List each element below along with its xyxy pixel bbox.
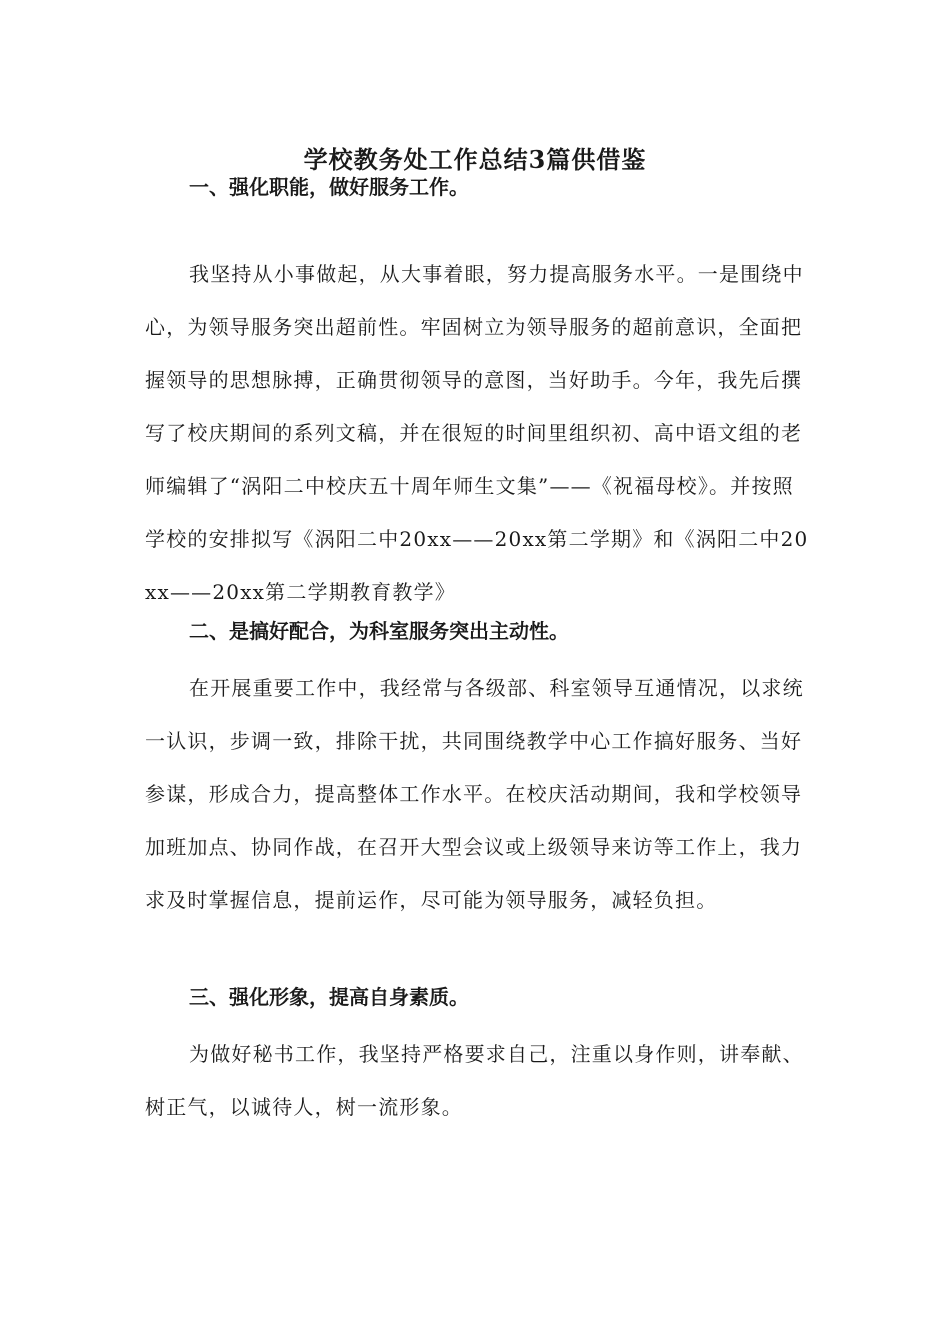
section-heading-1: 一、强化职能，做好服务工作。 bbox=[189, 175, 469, 199]
section-paragraph-1: 我坚持从小事做起，从大事着眼，努力提高服务水平。一是围绕中心，为领导服务突出超前性。牢固树立为领导服务的超前意识，全面把握领导的思想脉搏，正确贯彻领导的意图，当好助手。今年，我先后撰写了校庆期间的系列文稿，并在很短的时间里组织初、高中语文组的老师编辑了“涡阳二中校庆五十周年师生文集”——《祝福母校》。并按照学校的安排拟写《涡阳二中20xx——20xx第二学期》和《涡阳二中20xx——20xx第二学期教育教学》 bbox=[145, 262, 809, 604]
document-title: 学校教务处工作总结3篇供借鉴 bbox=[303, 145, 647, 174]
section-heading-3: 三、强化形象，提高自身素质。 bbox=[189, 985, 469, 1009]
section-paragraph-2: 在开展重要工作中，我经常与各级部、科室领导互通情况，以求统一认识，步调一致，排除干扰，共同围绕教学中心工作搞好服务、当好参谋，形成合力，提高整体工作水平。在校庆活动期间，我和学校领导加班加点、协同作战，在召开大型会议或上级领导来访等工作上，我力求及时掌握信息，提前运作，尽可能为领导服务，减轻负担。 bbox=[145, 676, 804, 912]
section-heading-2: 二、是搞好配合，为科室服务突出主动性。 bbox=[189, 619, 569, 643]
section-paragraph-3: 为做好秘书工作，我坚持严格要求自己，注重以身作则，讲奉献、树正气，以诚待人，树一流形象。 bbox=[145, 1042, 804, 1119]
